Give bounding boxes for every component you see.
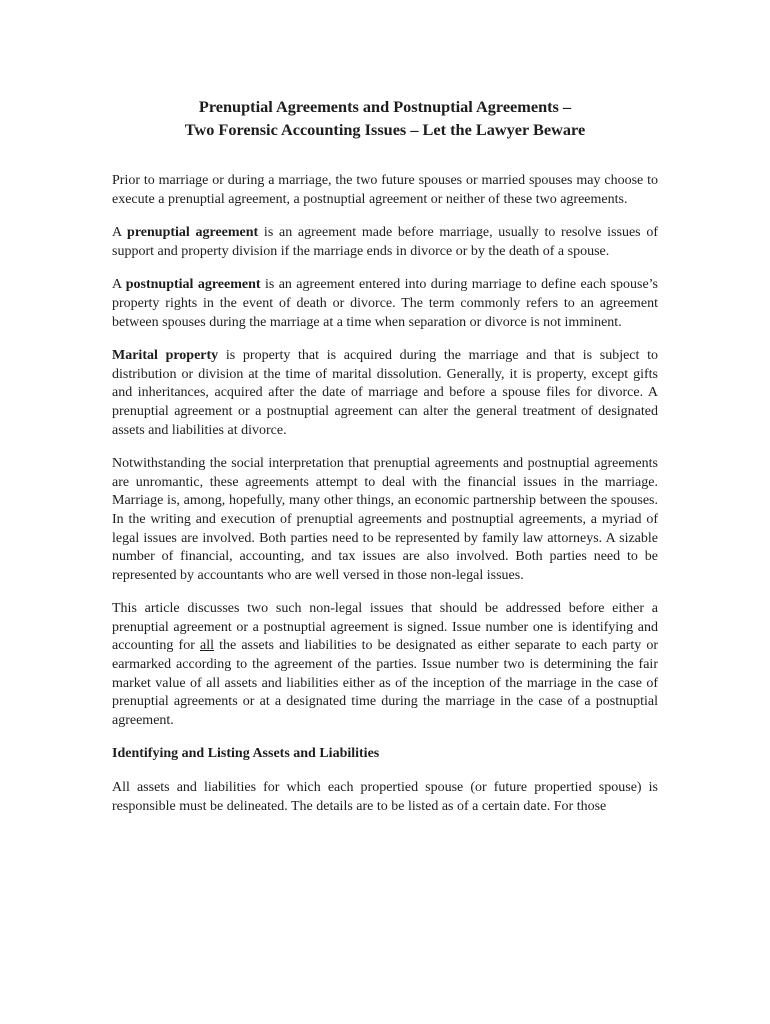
- text-run: Two Forensic Accounting Issues – Let the Lawyer Beware: [184, 120, 586, 139]
- text-run: is an agreement entered into during marriage to define each spouse’s property rights in the event of death or divorce. The term commonly refers to an agreement between spouses during the marriage at a time when separation or divorce is not imminent.: [112, 277, 659, 330]
- para-social-interpretation: [112, 455, 658, 585]
- text-run: A: [112, 225, 128, 241]
- para-all-assets: [112, 779, 658, 816]
- text-run: the assets and liabilities to be designated as either separate to each party or earmarked according to the agreement of the parties. Issue number two is determining the fair market value of all assets and liabilities either as of the inception of the marriage in the case of prenuptial agreements or at a designated time during the marriage in the case of a postnuptial agreement.: [112, 638, 658, 728]
- text-run: This article discusses two such non-legal issues that should be addressed before either a prenuptial agreement or a postnuptial agreement is signed. Issue number one is identifying and accounting for: [112, 601, 658, 654]
- text-run: prenuptial agreement: [127, 225, 259, 241]
- para-prenuptial-definition: [112, 224, 658, 261]
- doc-title: [112, 95, 658, 141]
- para-article-overview: [112, 600, 658, 730]
- text-run: Prior to marriage or during a marriage, the two future spouses or married spouses may choose to execute a prenuptial agreement, a postnuptial agreement or neither of these two agreements.: [112, 173, 658, 207]
- text-run: Identifying and Listing Assets and Liabilities: [112, 746, 380, 762]
- text-run: is property that is acquired during the marriage and that is subject to distribution or division at the time of marital dissolution. Generally, it is property, except gifts and inheritances, acquired after the date of marriage and before a spouse files for divorce. A prenuptial agreement or a postnuptial agreement can alter the general treatment of designated assets and liabilities at divorce.: [112, 348, 658, 438]
- para-postnuptial-definition: [112, 276, 658, 332]
- para-intro: [112, 172, 658, 209]
- para-marital-property: [112, 347, 658, 440]
- text-run: Prenuptial Agreements and Postnuptial Agreements –: [198, 97, 572, 116]
- text-run: Notwithstanding the social interpretation that prenuptial agreements and postnuptial agreements are unromantic, these agreements attempt to deal with the financial issues in the marriage. Marriage is, among, hopefully, many other things, an economic partnership between the spouses. In the writing and execution of prenuptial agreements and postnuptial agreements, a myriad of legal issues are involved. Both parties need to be represented by family law attorneys. A sizable number of financial, accounting, and tax issues are also involved. Both parties need to be represented by accountants who are well versed in those non-legal issues.: [112, 456, 658, 583]
- text-run: is an agreement made before marriage, usually to resolve issues of support and property division if the marriage ends in divorce or by the death of a spouse.: [112, 225, 658, 259]
- text-run: postnuptial agreement: [125, 277, 261, 293]
- text-run: all: [199, 638, 214, 654]
- text-run: A: [112, 277, 126, 293]
- document-body: [112, 95, 658, 831]
- heading-identifying-assets: [112, 745, 658, 764]
- text-run: All assets and liabilities for which each propertied spouse (or future propertied spouse) is responsible must be delineated. The details are to be listed as of a certain date. For those: [112, 780, 658, 814]
- text-run: Marital property: [112, 348, 219, 364]
